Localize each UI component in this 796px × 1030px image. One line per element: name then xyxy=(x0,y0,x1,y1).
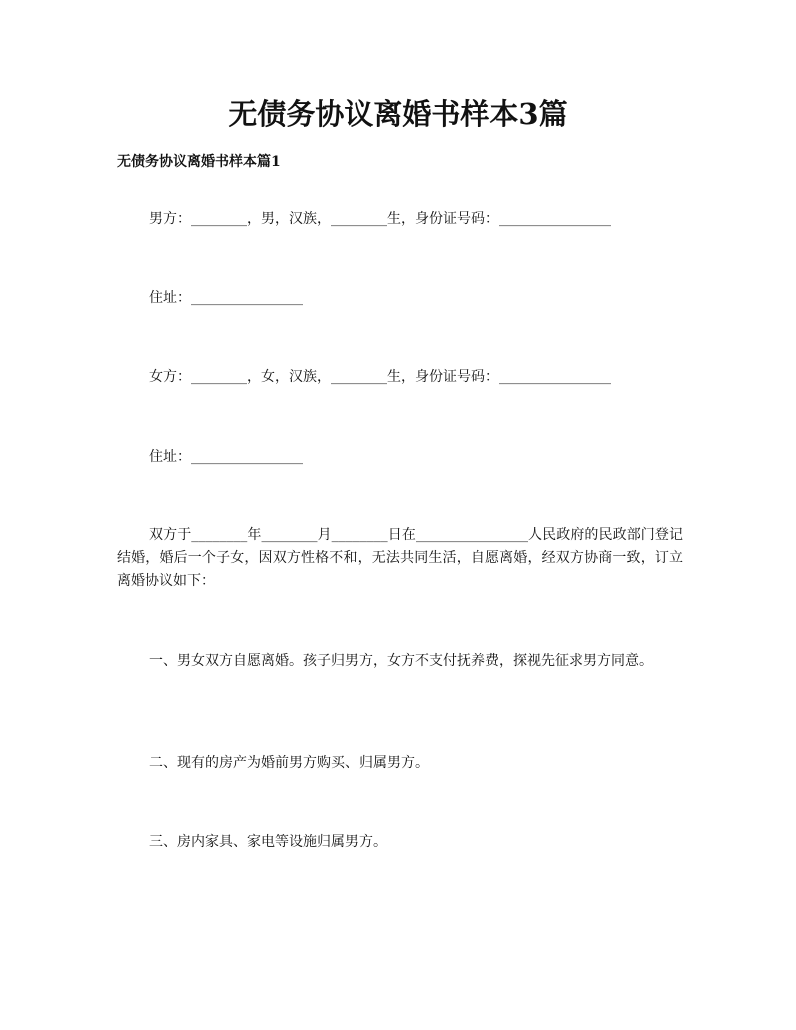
paragraph-clause-1: 一、男女双方自愿离婚。孩子归男方，女方不支付抚养费，探视先征求男方同意。 xyxy=(149,653,653,669)
paragraph-clause-2: 二、现有的房产为婚前男方购买、归属男方。 xyxy=(149,755,429,771)
paragraph-female-party: 女方：________，女，汉族，________生，身份证号码：________________ xyxy=(149,369,611,385)
paragraph-marriage-intro: 双方于________年________月________日在________________人民政府的民政部门登记结婚，婚后一个子女，因双方性格不和，无法共同生活，自愿离婚，经双方协商一致，订立离婚协议如下： xyxy=(117,527,683,589)
paragraph-male-address: 住址：________________ xyxy=(149,290,303,306)
section-heading: 无债务协议离婚书样本篇1 xyxy=(117,154,281,170)
document-title: 无债务协议离婚书样本3篇 xyxy=(228,97,568,131)
paragraph-male-party: 男方：________，男，汉族，________生，身份证号码：________________ xyxy=(149,211,611,227)
paragraph-clause-3: 三、房内家具、家电等设施归属男方。 xyxy=(149,834,387,850)
paragraph-female-address: 住址：________________ xyxy=(149,449,303,465)
